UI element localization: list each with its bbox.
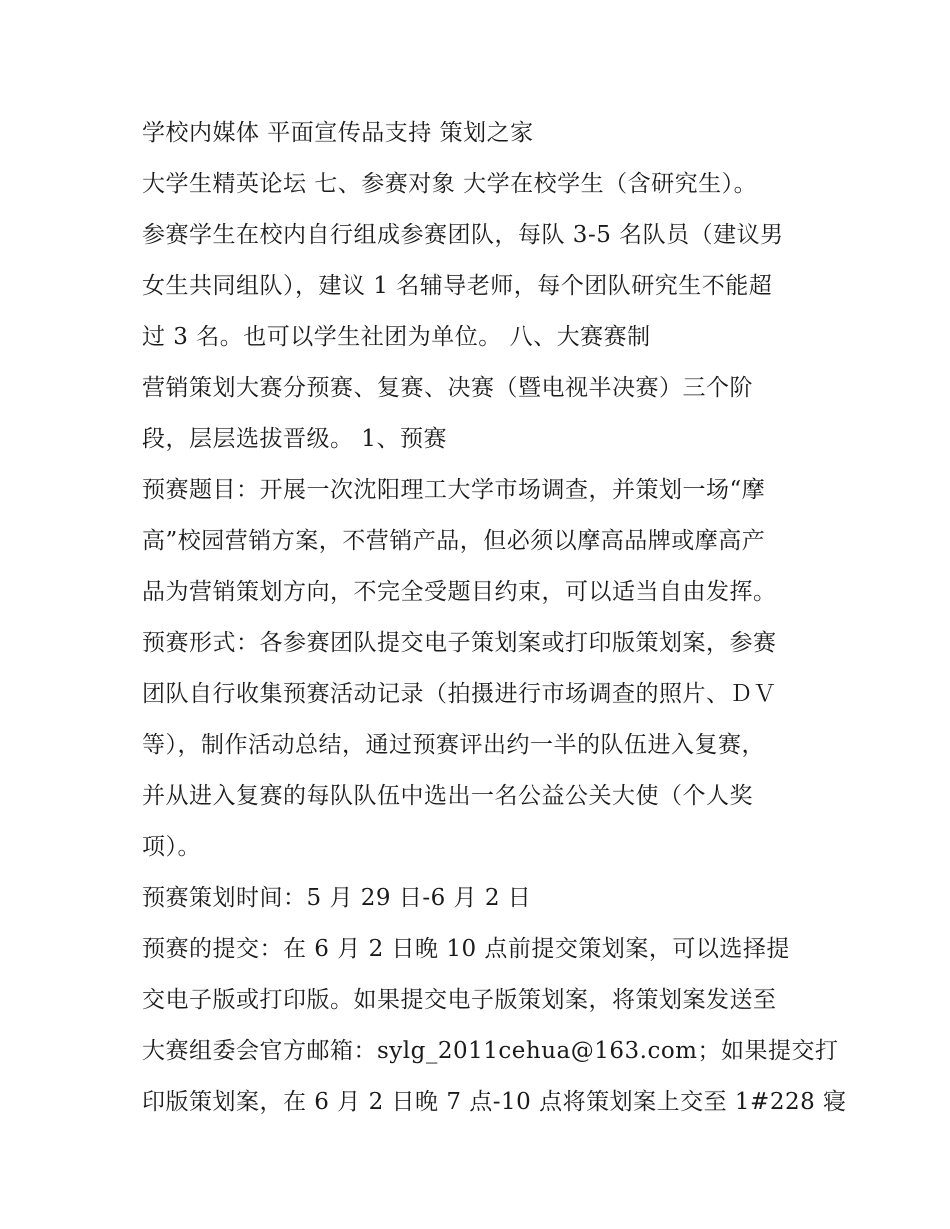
- text-line: 预赛题目：开展一次沈阳理工大学市场调查，并策划一场“摩: [142, 477, 766, 503]
- text-line: 过 3 名。也可以学生社团为单位。 八、大赛赛制: [142, 324, 651, 350]
- text-line: 参赛学生在校内自行组成参赛团队，每队 3-5 名队员（建议男: [142, 222, 784, 248]
- text-line: 品为营销策划方向，不完全受题目约束，可以适当自由发挥。: [142, 579, 777, 605]
- text-line: 预赛的提交：在 6 月 2 日晚 10 点前提交策划案，可以选择提: [142, 936, 790, 962]
- text-line: 印版策划案，在 6 月 2 日晚 7 点-10 点将策划案上交至 1#228 寝: [142, 1089, 847, 1115]
- text-line: 预赛形式：各参赛团队提交电子策划案或打印版策划案，参赛: [142, 630, 777, 656]
- text-line: 大赛组委会官方邮箱：sylg_2011cehua@163.com；如果提交打: [142, 1038, 839, 1064]
- text-line: 段，层层选拔晋级。 1、预赛: [142, 426, 447, 452]
- text-line: 营销策划大赛分预赛、复赛、决赛（暨电视半决赛）三个阶: [142, 375, 753, 401]
- text-line: 并从进入复赛的每队队伍中选出一名公益公关大使（个人奖: [142, 783, 753, 809]
- document-body: [142, 108, 847, 1128]
- text-line: 学校内媒体 平面宣传品支持 策划之家: [142, 120, 534, 146]
- text-line: 团队自行收集预赛活动记录（拍摄进行市场调查的照片、ＤＶ: [142, 681, 777, 707]
- text-line: 预赛策划时间：5 月 29 日-6 月 2 日: [142, 885, 532, 911]
- text-line: 女生共同组队），建议 1 名辅导老师，每个团队研究生不能超: [142, 273, 773, 299]
- text-line: 交电子版或打印版。如果提交电子版策划案，将策划案发送至: [142, 987, 777, 1013]
- text-line: 大学生精英论坛 七、参赛对象 大学在校学生（含研究生）。: [142, 171, 758, 197]
- text-line: 项）。: [142, 834, 201, 860]
- text-line: 等），制作活动总结，通过预赛评出约一半的队伍进入复赛，: [142, 732, 765, 758]
- text-line: 高”校园营销方案，不营销产品，但必须以摩高品牌或摩高产: [142, 528, 766, 554]
